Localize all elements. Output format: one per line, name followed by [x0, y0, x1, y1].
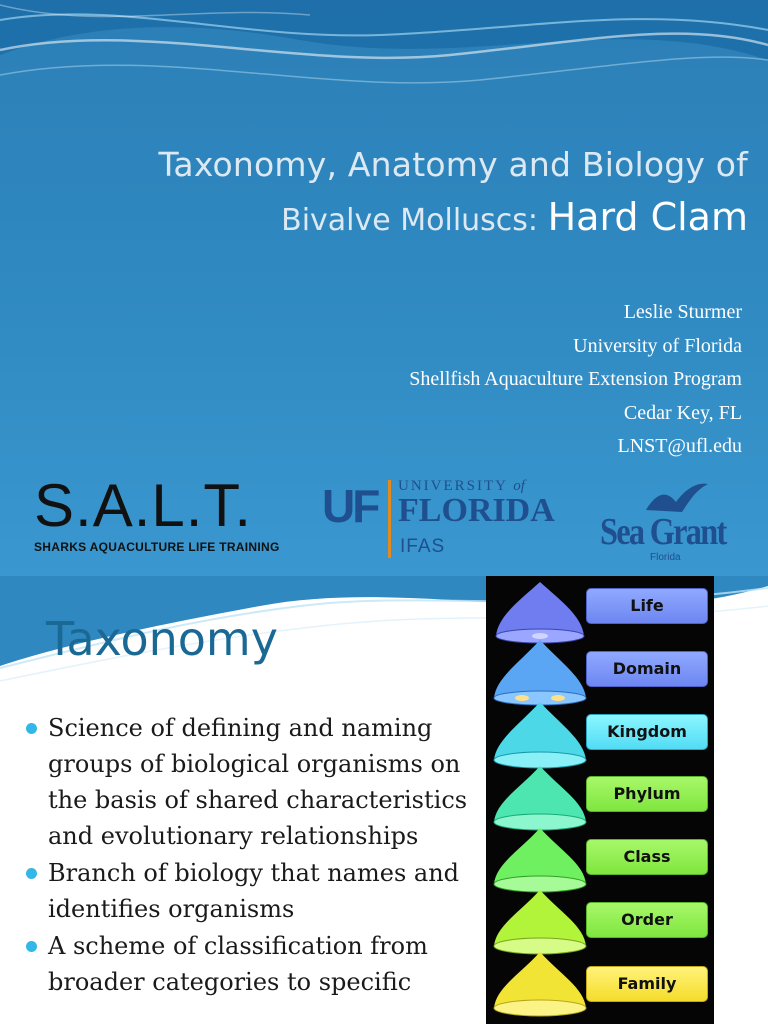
bullet-icon: [26, 941, 37, 952]
list-item: [26, 928, 472, 1000]
salt-logo-tagline: SHARKS AQUACULTURE LIFE TRAINING: [34, 540, 280, 554]
taxonomy-ladder: [486, 576, 714, 1024]
uf-university-word: UNIVERSITY: [398, 478, 508, 494]
sea-grant-sub: Florida: [650, 552, 681, 563]
title-line-1: Taxonomy, Anatomy and Biology of: [158, 145, 748, 184]
rank-kingdom: Kingdom: [586, 714, 708, 750]
rank-order: Order: [586, 902, 708, 938]
sea-grant-logo: [598, 480, 728, 566]
author-program: Shellfish Aquaculture Extension Program: [409, 368, 742, 390]
title-line-2: [48, 190, 748, 248]
bullet-text: A scheme of classification from broader categories to specific: [48, 932, 428, 996]
author-name: Leslie Sturmer: [623, 301, 742, 323]
list-item: [26, 855, 472, 927]
author-block: [409, 296, 742, 464]
page-title: Taxonomy: [46, 612, 278, 666]
rank-class: Class: [586, 839, 708, 875]
rank-phylum: Phylum: [586, 776, 708, 812]
rank-family: Family: [586, 966, 708, 1002]
taxonomy-slide: [0, 576, 768, 1024]
bullet-text: Branch of biology that names and identifies organisms: [48, 859, 460, 923]
slide-title: [48, 140, 748, 248]
salt-logo: [34, 472, 280, 562]
uf-divider: [388, 480, 391, 558]
author-email: LNST@ufl.edu: [617, 435, 742, 457]
author-location: Cedar Key, FL: [623, 401, 742, 424]
uf-of-word: of: [513, 478, 525, 494]
uf-ifas-logo: [322, 478, 572, 560]
title-emphasis: Hard Clam: [547, 195, 748, 239]
uf-mark: UF: [322, 480, 378, 532]
author-institution: University of Florida: [573, 334, 742, 357]
bullet-icon: [26, 868, 37, 879]
rank-life: Life: [586, 588, 708, 624]
sea-grant-word: Sea Grant: [600, 511, 726, 553]
list-item: [26, 710, 472, 854]
bullet-text: Science of defining and naming groups of biological organisms on the basis of shared characteristics and evolutionary relationships: [48, 714, 468, 850]
rank-domain: Domain: [586, 651, 708, 687]
uf-florida-word: FLORIDA: [398, 492, 555, 529]
bullet-icon: [26, 723, 37, 734]
title-line-2-prefix: Bivalve Molluscs:: [281, 203, 548, 238]
uf-ifas-word: IFAS: [400, 536, 446, 557]
bullet-list: [26, 710, 472, 1001]
salt-logo-word: S.A.L.T.: [34, 472, 253, 539]
